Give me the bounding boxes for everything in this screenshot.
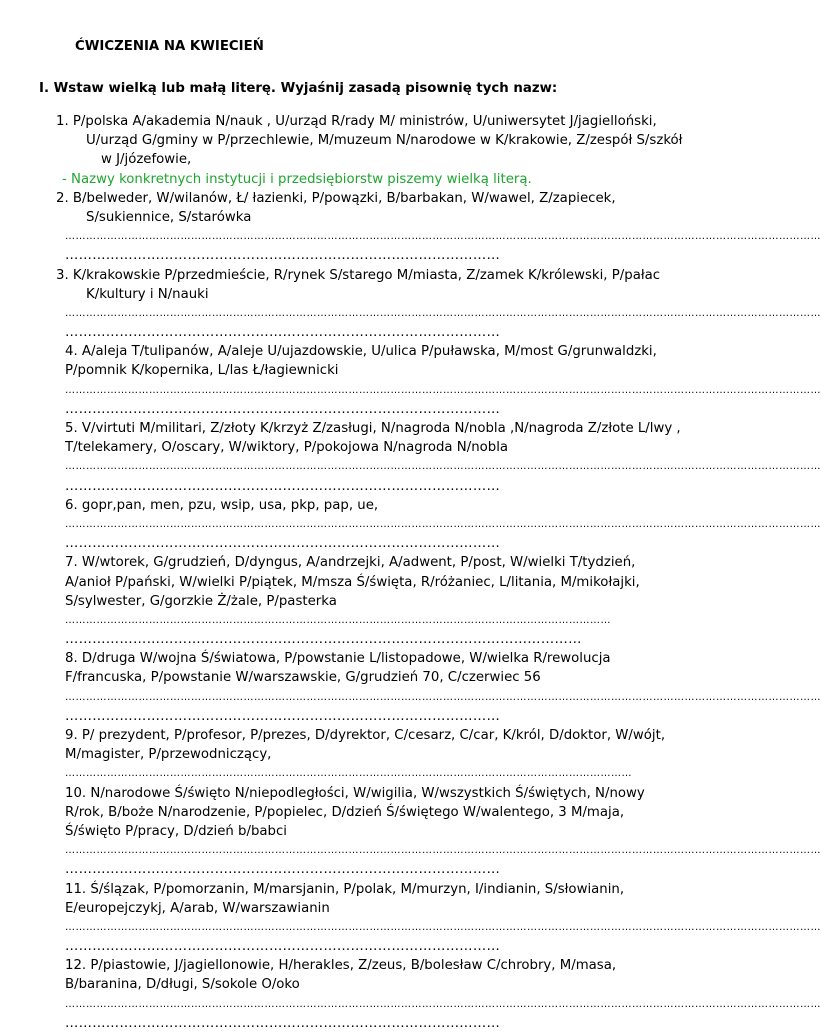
answer-line-dots: ……………………………………………………………………………………………………………………………………………………………………………………………… — [65, 231, 821, 243]
exercise-line: Ś/święto P/pracy, D/dzień b/babci — [65, 823, 287, 839]
answer-line-dots: ……………………………………………………………………………………………………………………………………………………………………………………………… — [65, 307, 821, 319]
answer-line-dots: …………………………………………………………………………………… — [65, 939, 501, 955]
answer-line-dots: …………………………………………………………………………………… — [65, 708, 501, 724]
exercise-line: 3. K/krakowskie P/przedmieście, R/rynek S/starego M/miasta, Z/zamek K/królewski, P/pałac — [56, 267, 661, 283]
exercise-line: 2. B/belweder, W/wilanów, Ł/ łazienki, P/powązki, B/barbakan, W/wawel, Z/zapiecek, — [56, 190, 616, 206]
exercise-line: 6. gopr,pan, men, pzu, wsip, usa, pkp, pap, ue, — [65, 497, 379, 513]
answer-line-dots: ……………………………………………………………………………………………………………………………………………………………………………………………… — [65, 845, 821, 857]
exercise-line: 8. D/druga W/wojna Ś/światowa, P/powstanie L/listopadowe, W/wielka R/rewolucja — [65, 651, 611, 667]
answer-line-dots: ……………………………………………………………………………………………………………………………………………………………………………………………… — [65, 998, 821, 1010]
answer-line-dots: …………………………………………………………………………………… — [65, 325, 501, 341]
exercise-line: U/urząd G/gminy w P/przechlewie, M/muzeum N/narodowe w K/krakowie, Z/zespół S/szkół — [86, 133, 683, 149]
exercise-line: 5. V/virtuti M/militari, Z/złoty K/krzyż Z/zasługi, N/nagroda N/nobla ,N/nagroda Z/złote L/lwy , — [65, 421, 681, 436]
answer-line-dots: ………………………………………………………………………………………………………………………………………… — [65, 614, 611, 626]
exercise-line: R/rok, B/boże N/narodzenie, P/popielec, D/dzień Ś/świętego W/walentego, 3 M/maja, — [65, 804, 625, 820]
answer-line-dots: ……………………………………………………………………………………………………………………………………………………………………………………………… — [65, 921, 821, 933]
exercise-line: 4. A/aleja T/tulipanów, A/aleje U/ujazdowskie, U/ulica P/puławska, M/most G/grunwaldzki, — [65, 344, 657, 360]
answer-line-dots: …………………………………………………………………………………… — [65, 1015, 501, 1031]
answer-line-dots: ……………………………………………………………………………………………………………………………………………………………………………………………… — [65, 691, 821, 703]
exercise-line: w J/józefowie, — [101, 152, 192, 168]
answer-line-dots: …………………………………………………………………………………… — [65, 248, 501, 264]
answer-line-dots: ……………………………………………………………………………………………………………………………………………………………………………………………… — [65, 518, 821, 530]
exercise-line: B/baranina, D/długi, S/sokole O/oko — [65, 977, 300, 993]
answer-line-dots: …………………………………………………………………………………… — [65, 401, 501, 417]
exercise-line: 9. P/ prezydent, P/profesor, P/prezes, D/dyrektor, C/cesarz, C/car, K/król, D/doktor, W/wójt, — [65, 728, 666, 743]
exercise-line: 11. Ś/ślązak, P/pomorzanin, M/marsjanin, P/polak, M/murzyn, I/indianin, S/słowianin, — [65, 881, 625, 897]
answer-line-dots: ……………………………………………………………………………………………………………………………………………… — [65, 768, 632, 780]
exercise-line: S/sukiennice, S/starówka — [86, 209, 252, 225]
answer-line-dots: ……………………………………………………………………………………………………………………………………………………………………………………………… — [65, 384, 821, 396]
exercise-line: 7. W/wtorek, G/grudzień, D/dyngus, A/andrzejki, A/adwent, P/post, W/wielki T/tydzień, — [65, 555, 636, 571]
exercise-line: 10. N/narodowe Ś/święto N/niepodległości, W/wigilia, W/wszystkich Ś/świętych, N/nowy — [65, 785, 645, 801]
exercise-heading: I. Wstaw wielką lub małą literę. Wyjaśnij zasadą pisownię tych nazw: — [39, 81, 558, 96]
exercise-line: S/sylwester, G/gorzkie Ż/żale, P/pasterka — [65, 593, 337, 609]
exercise-line: M/magister, P/przewodniczący, — [65, 747, 272, 763]
page-title: ĆWICZENIA NA KWIECIEŃ — [75, 39, 264, 54]
answer-line-dots: …………………………………………………………………………………… — [65, 862, 501, 878]
exercise-line: 12. P/piastowie, J/jagiellonowie, H/herakles, Z/zeus, B/bolesław C/chrobry, M/masa, — [65, 958, 617, 974]
answer-line-dots: …………………………………………………………………………………… — [65, 478, 501, 494]
exercise-line: T/telekamery, O/oscary, W/wiktory, P/pokojowa N/nagroda N/nobla — [65, 440, 509, 456]
answer-line-dots: …………………………………………………………………………………………………… — [65, 632, 582, 648]
answer-line-dots: ……………………………………………………………………………………………………………………………………………………………………………………………… — [65, 461, 821, 473]
answer-text: - Nazwy konkretnych instytucji i przedsiębiorstw piszemy wielką literą. — [62, 171, 532, 187]
exercise-line: 1. P/polska A/akademia N/nauk , U/urząd R/rady M/ ministrów, U/uniwersytet J/jagielloński, — [56, 114, 657, 129]
exercise-line: P/pomnik K/kopernika, L/las Ł/łagiewnicki — [65, 363, 339, 379]
exercise-line: E/europejczykj, A/arab, W/warszawianin — [65, 900, 330, 916]
exercise-line: F/francuska, P/powstanie W/warszawskie, G/grudzień 70, C/czerwiec 56 — [65, 670, 541, 686]
exercise-list — [56, 112, 821, 1033]
exercise-line: A/anioł P/pański, W/wielki P/piątek, M/msza Ś/święta, R/różaniec, L/litania, M/mikołajki, — [65, 574, 640, 590]
answer-line-dots: …………………………………………………………………………………… — [65, 536, 501, 552]
exercise-line: K/kultury i N/nauki — [86, 286, 209, 302]
